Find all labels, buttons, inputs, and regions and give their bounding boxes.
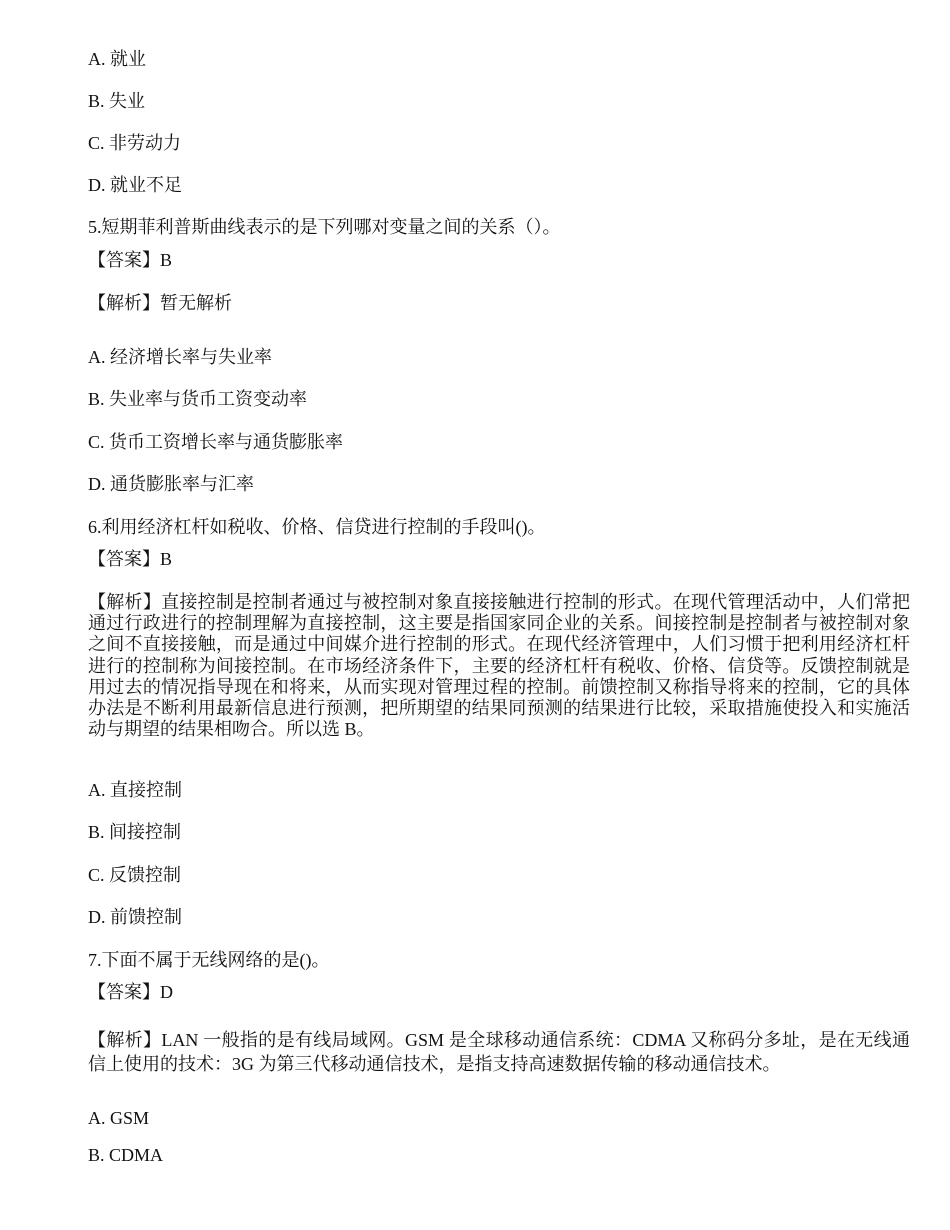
q7-option-b: B. CDMA — [88, 1145, 164, 1165]
q5-option-d: D. 通货膨胀率与汇率 — [88, 474, 254, 494]
q5-option-a: A. 经济增长率与失业率 — [88, 347, 272, 367]
q5-analysis: 【解析】暂无解析 — [88, 293, 232, 313]
q6-answer: 【答案】B — [88, 549, 173, 569]
q4-option-d: D. 就业不足 — [88, 175, 182, 195]
q4-option-b: B. 失业 — [88, 91, 146, 111]
q7-analysis: 【解析】LAN 一般指的是有线局域网。GSM 是全球移动通信系统：CDMA 又称码分多址，是在无线通信上使用的技术：3G 为第三代移动通信技术，是指支持高速数据传输的移动通信技术。 — [88, 1030, 910, 1074]
q5-option-b: B. 失业率与货币工资变动率 — [88, 389, 308, 409]
q6-option-c: C. 反馈控制 — [88, 865, 182, 885]
q6-option-d: D. 前馈控制 — [88, 907, 182, 927]
q6-analysis: 【解析】直接控制是控制者通过与被控制对象直接接触进行控制的形式。在现代管理活动中，人们常把通过行政进行的控制理解为直接控制，这主要是指国家同企业的关系。间接控制是控制者与被控制对象之间不直接接触，而是通过中间媒介进行控制的形式。在现代经济管理中，人们习惯于把利用经济杠杆进行的控制称为间接控制。在市场经济条件下，主要的经济杠杆有税收、价格、信贷等。反馈控制就是用过去的情况指导现在和将来，从而实现对管理过程的控制。前馈控制又称指导将来的控制，它的具体办法是不断利用最新信息进行预测，把所期望的结果同预测的结果进行比较，采取措施使投入和实施活动与期望的结果相吻合。所以选 B。 — [88, 592, 910, 740]
q6-option-b: B. 间接控制 — [88, 822, 182, 842]
q6-question: 6.利用经济杠杆如税收、价格、信贷进行控制的手段叫()。 — [88, 517, 546, 537]
q5-answer: 【答案】B — [88, 250, 173, 270]
q7-question: 7.下面不属于无线网络的是()。 — [88, 950, 330, 970]
q5-question: 5.短期菲利普斯曲线表示的是下列哪对变量之间的关系（）。 — [88, 217, 561, 237]
q6-option-a: A. 直接控制 — [88, 780, 182, 800]
q4-option-c: C. 非劳动力 — [88, 133, 182, 153]
q4-option-a: A. 就业 — [88, 49, 146, 69]
q7-option-a: A. GSM — [88, 1108, 150, 1128]
q5-option-c: C. 货币工资增长率与通货膨胀率 — [88, 432, 344, 452]
q7-answer: 【答案】D — [88, 982, 173, 1002]
